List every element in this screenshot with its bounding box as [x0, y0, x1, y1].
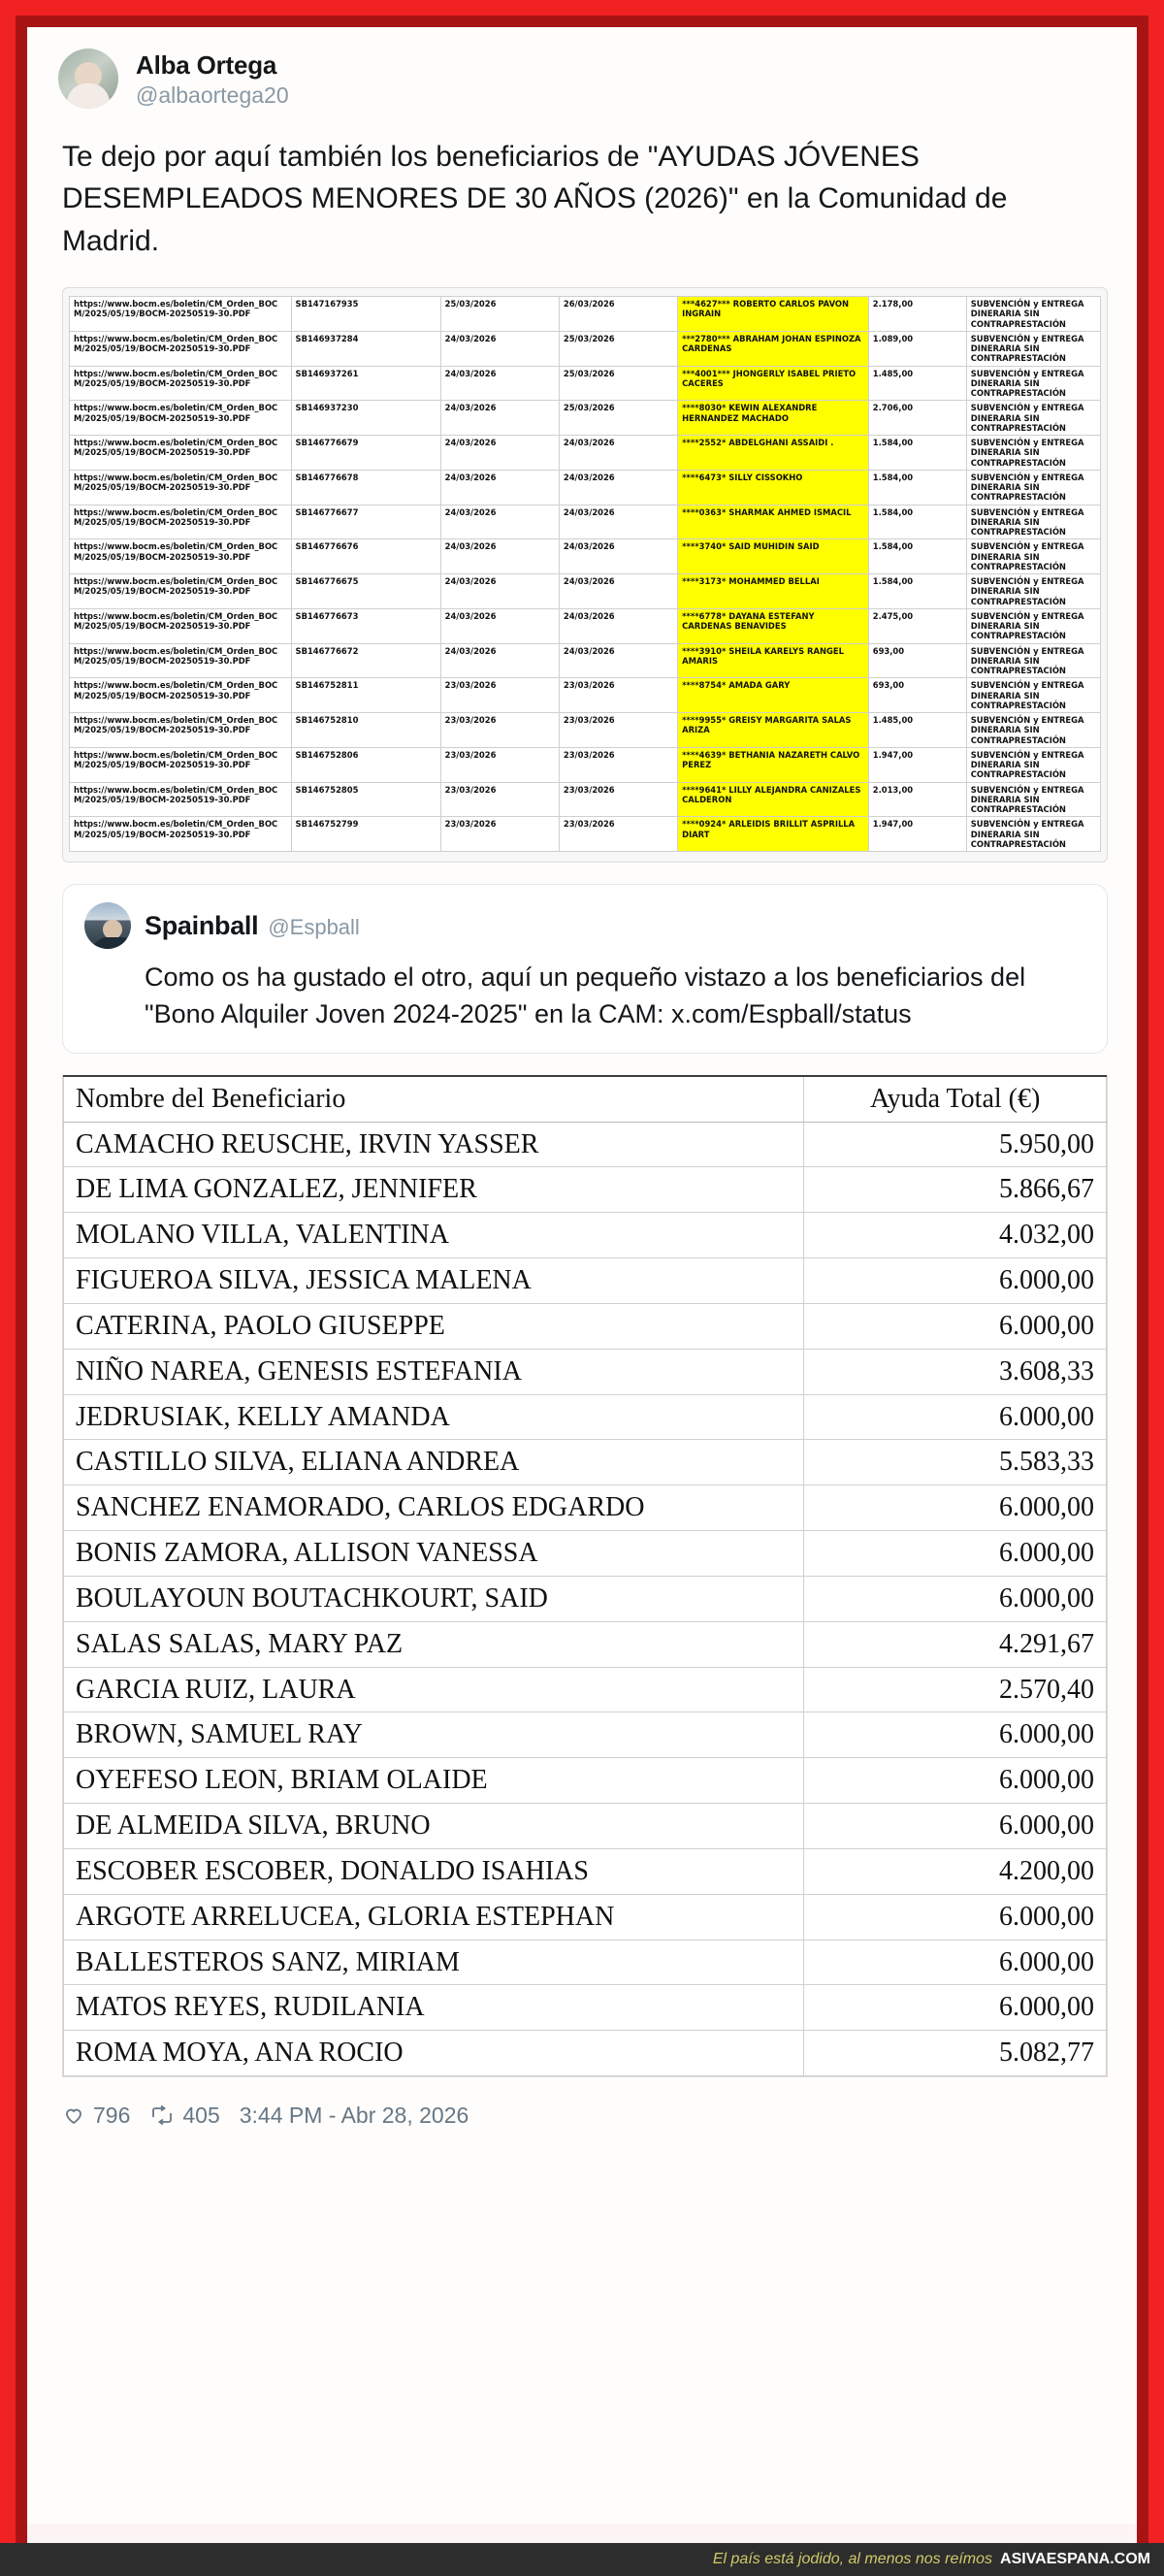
quoted-tweet-display-name[interactable]: Spainball	[145, 910, 259, 940]
bocm-document-row	[70, 436, 1101, 471]
bocm-cell-beneficiary: ***4001*** JHONGERLY ISABEL PRIETO CACERES	[678, 366, 869, 401]
bocm-document-row	[70, 574, 1101, 609]
beneficiary-amount-cell: 5.082,77	[804, 2031, 1107, 2076]
quoted-tweet-author-block	[145, 911, 360, 941]
beneficiary-name-cell: BALLESTEROS SANZ, MIRIAM	[64, 1940, 804, 1985]
beneficiary-name-cell: SALAS SALAS, MARY PAZ	[64, 1621, 804, 1667]
bocm-cell-beneficiary: ****3173* MOHAMMED BELLAI	[678, 574, 869, 609]
heart-icon	[62, 2103, 85, 2127]
beneficiary-name-cell: BROWN, SAMUEL RAY	[64, 1712, 804, 1758]
bocm-cell-date-2: 24/03/2026	[559, 436, 677, 471]
bocm-document-row	[70, 331, 1101, 366]
bocm-cell-date-2: 24/03/2026	[559, 608, 677, 643]
tweet-card	[27, 27, 1137, 2524]
bocm-cell-amount: 1.584,00	[868, 505, 966, 539]
bocm-cell-amount: 1.485,00	[868, 366, 966, 401]
beneficiary-amount-cell: 6.000,00	[804, 1985, 1107, 2031]
bocm-document-table	[69, 296, 1101, 852]
bocm-cell-type: SUBVENCIÓN y ENTREGA DINERARIA SIN CONTRAPRESTACIÓN	[966, 539, 1100, 574]
beneficiary-amount-cell: 5.583,33	[804, 1440, 1107, 1485]
main-tweet-display-name[interactable]: Alba Ortega	[136, 50, 277, 80]
beneficiaries-thead	[64, 1076, 1107, 1122]
bocm-cell-url: https://www.bocm.es/boletin/CM_Orden_BOCM/2025/05/19/BOCM-20250519-30.PDF	[70, 643, 292, 678]
beneficiary-name-cell: ESCOBER ESCOBER, DONALDO ISAHIAS	[64, 1848, 804, 1894]
bocm-cell-file-number: SB146776676	[291, 539, 440, 574]
bocm-document-row	[70, 817, 1101, 852]
table-row	[64, 1804, 1107, 1849]
beneficiary-name-cell: BONIS ZAMORA, ALLISON VANESSA	[64, 1531, 804, 1577]
beneficiaries-header-row	[64, 1076, 1107, 1122]
bocm-cell-file-number: SB146776678	[291, 470, 440, 505]
bocm-cell-beneficiary: ****9955* GREISY MARGARITA SALAS ARIZA	[678, 713, 869, 748]
quoted-tweet-handle[interactable]: @Espball	[268, 914, 360, 939]
bocm-cell-amount: 1.947,00	[868, 747, 966, 782]
table-row	[64, 1485, 1107, 1531]
bocm-cell-amount: 1.947,00	[868, 817, 966, 852]
bocm-cell-amount: 1.584,00	[868, 436, 966, 471]
bocm-cell-file-number: SB146937261	[291, 366, 440, 401]
bocm-cell-url: https://www.bocm.es/boletin/CM_Orden_BOCM/2025/05/19/BOCM-20250519-30.PDF	[70, 401, 292, 436]
beneficiary-name-cell: SANCHEZ ENAMORADO, CARLOS EDGARDO	[64, 1485, 804, 1531]
timestamp-label: 3:44 PM - Abr 28, 2026	[239, 2102, 469, 2128]
bocm-cell-date-2: 23/03/2026	[559, 747, 677, 782]
bocm-cell-date-1: 23/03/2026	[440, 747, 559, 782]
table-row	[64, 1758, 1107, 1804]
bocm-cell-url: https://www.bocm.es/boletin/CM_Orden_BOCM/2025/05/19/BOCM-20250519-30.PDF	[70, 366, 292, 401]
table-row	[64, 1531, 1107, 1577]
bocm-document-row	[70, 678, 1101, 713]
site-watermark-bar	[0, 2543, 1164, 2576]
tweet-timestamp	[240, 2103, 469, 2129]
bocm-cell-date-2: 23/03/2026	[559, 817, 677, 852]
bocm-cell-type: SUBVENCIÓN y ENTREGA DINERARIA SIN CONTRAPRESTACIÓN	[966, 331, 1100, 366]
bocm-cell-amount: 1.485,00	[868, 713, 966, 748]
bocm-cell-type: SUBVENCIÓN y ENTREGA DINERARIA SIN CONTRAPRESTACIÓN	[966, 436, 1100, 471]
beneficiary-name-cell: CATERINA, PAOLO GIUSEPPE	[64, 1303, 804, 1349]
bocm-cell-date-2: 24/03/2026	[559, 470, 677, 505]
quoted-tweet-text: Como os ha gustado el otro, aquí un pequeño vistazo a los beneficiarios del "Bono Alquiler Joven 2024-2025" en la CAM: x.com/Espball/status	[145, 962, 1026, 1029]
bocm-cell-type: SUBVENCIÓN y ENTREGA DINERARIA SIN CONTRAPRESTACIÓN	[966, 817, 1100, 852]
bocm-cell-type: SUBVENCIÓN y ENTREGA DINERARIA SIN CONTRAPRESTACIÓN	[966, 643, 1100, 678]
bocm-cell-type: SUBVENCIÓN y ENTREGA DINERARIA SIN CONTRAPRESTACIÓN	[966, 713, 1100, 748]
bocm-cell-type: SUBVENCIÓN y ENTREGA DINERARIA SIN CONTRAPRESTACIÓN	[966, 297, 1100, 332]
retweet-icon	[149, 2104, 175, 2126]
bocm-cell-beneficiary: ****0363* SHARMAK AHMED ISMACIL	[678, 505, 869, 539]
table-row	[64, 1440, 1107, 1485]
bocm-cell-url: https://www.bocm.es/boletin/CM_Orden_BOCM/2025/05/19/BOCM-20250519-30.PDF	[70, 713, 292, 748]
bocm-cell-type: SUBVENCIÓN y ENTREGA DINERARIA SIN CONTRAPRESTACIÓN	[966, 747, 1100, 782]
bocm-cell-date-1: 24/03/2026	[440, 366, 559, 401]
bocm-cell-date-1: 24/03/2026	[440, 470, 559, 505]
bocm-cell-date-2: 25/03/2026	[559, 401, 677, 436]
bocm-cell-beneficiary: ***4627*** ROBERTO CARLOS PAVON INGRAIN	[678, 297, 869, 332]
bocm-cell-beneficiary: ****6778* DAYANA ESTEFANY CARDENAS BENAVIDES	[678, 608, 869, 643]
bocm-cell-url: https://www.bocm.es/boletin/CM_Orden_BOCM/2025/05/19/BOCM-20250519-30.PDF	[70, 678, 292, 713]
bocm-cell-date-1: 23/03/2026	[440, 782, 559, 817]
bocm-cell-file-number: SB146752810	[291, 713, 440, 748]
watermark-slogan: El país está jodido, al menos nos reímos	[712, 2551, 993, 2567]
bocm-document-row	[70, 782, 1101, 817]
table-row	[64, 1167, 1107, 1213]
table-row	[64, 1712, 1107, 1758]
bocm-cell-type: SUBVENCIÓN y ENTREGA DINERARIA SIN CONTRAPRESTACIÓN	[966, 470, 1100, 505]
bocm-cell-date-1: 24/03/2026	[440, 608, 559, 643]
bocm-document-row	[70, 713, 1101, 748]
table-row	[64, 1621, 1107, 1667]
table-row	[64, 1894, 1107, 1940]
table-row	[64, 1394, 1107, 1440]
beneficiary-amount-cell: 6.000,00	[804, 1894, 1107, 1940]
bocm-cell-url: https://www.bocm.es/boletin/CM_Orden_BOCM/2025/05/19/BOCM-20250519-30.PDF	[70, 747, 292, 782]
table-row	[64, 1303, 1107, 1349]
bocm-cell-date-2: 25/03/2026	[559, 331, 677, 366]
table-row	[64, 1576, 1107, 1621]
bocm-cell-beneficiary: ****3740* SAID MUHIDIN SAID	[678, 539, 869, 574]
bocm-cell-date-1: 24/03/2026	[440, 436, 559, 471]
beneficiary-amount-cell: 4.291,67	[804, 1621, 1107, 1667]
retweet-count: 405	[182, 2102, 220, 2128]
bocm-cell-amount: 2.706,00	[868, 401, 966, 436]
bocm-cell-date-1: 23/03/2026	[440, 713, 559, 748]
table-row	[64, 1940, 1107, 1985]
bocm-cell-date-1: 24/03/2026	[440, 539, 559, 574]
bocm-cell-amount: 1.089,00	[868, 331, 966, 366]
beneficiary-amount-cell: 6.000,00	[804, 1531, 1107, 1577]
bocm-cell-date-1: 25/03/2026	[440, 297, 559, 332]
main-tweet-header	[27, 27, 1137, 111]
quoted-tweet[interactable]	[62, 884, 1108, 1054]
bocm-cell-url: https://www.bocm.es/boletin/CM_Orden_BOCM/2025/05/19/BOCM-20250519-30.PDF	[70, 539, 292, 574]
bocm-cell-type: SUBVENCIÓN y ENTREGA DINERARIA SIN CONTRAPRESTACIÓN	[966, 678, 1100, 713]
bocm-cell-amount: 1.584,00	[868, 574, 966, 609]
bocm-cell-amount: 693,00	[868, 643, 966, 678]
bocm-cell-beneficiary: ****9641* LILLY ALEJANDRA CANIZALES CALDERON	[678, 782, 869, 817]
beneficiaries-header-name: Nombre del Beneficiario	[64, 1076, 804, 1122]
bocm-cell-beneficiary: ****2552* ABDELGHANI ASSAIDI .	[678, 436, 869, 471]
bocm-document-row	[70, 608, 1101, 643]
bocm-cell-url: https://www.bocm.es/boletin/CM_Orden_BOCM/2025/05/19/BOCM-20250519-30.PDF	[70, 297, 292, 332]
bocm-cell-beneficiary: ***2780*** ABRAHAM JOHAN ESPINOZA CARDENAS	[678, 331, 869, 366]
bocm-cell-date-1: 24/03/2026	[440, 505, 559, 539]
bocm-cell-date-2: 25/03/2026	[559, 366, 677, 401]
table-row	[64, 1258, 1107, 1304]
bocm-document-row	[70, 539, 1101, 574]
watermark-site: ASIVAESPANA.COM	[1000, 2551, 1150, 2567]
beneficiary-amount-cell: 2.570,40	[804, 1667, 1107, 1712]
tweet-stats	[27, 2077, 1137, 2154]
beneficiary-name-cell: DE ALMEIDA SILVA, BRUNO	[64, 1804, 804, 1849]
bocm-cell-amount: 1.584,00	[868, 470, 966, 505]
bocm-cell-file-number: SB146776672	[291, 643, 440, 678]
beneficiary-amount-cell: 6.000,00	[804, 1712, 1107, 1758]
bocm-cell-date-2: 23/03/2026	[559, 713, 677, 748]
bocm-cell-date-1: 24/03/2026	[440, 401, 559, 436]
bocm-cell-amount: 2.178,00	[868, 297, 966, 332]
bocm-cell-type: SUBVENCIÓN y ENTREGA DINERARIA SIN CONTRAPRESTACIÓN	[966, 608, 1100, 643]
bocm-document-row	[70, 401, 1101, 436]
alba-ortega-avatar[interactable]	[58, 49, 118, 109]
table-row	[64, 1848, 1107, 1894]
bocm-cell-url: https://www.bocm.es/boletin/CM_Orden_BOCM/2025/05/19/BOCM-20250519-30.PDF	[70, 817, 292, 852]
bocm-document-row	[70, 643, 1101, 678]
bocm-document-row	[70, 470, 1101, 505]
bocm-cell-beneficiary: ****0924* ARLEIDIS BRILLIT ASPRILLA DIART	[678, 817, 869, 852]
main-tweet-handle[interactable]: @albaortega20	[136, 82, 289, 108]
bocm-document-row	[70, 366, 1101, 401]
bocm-cell-date-2: 24/03/2026	[559, 574, 677, 609]
bocm-cell-beneficiary: ****8030* KEWIN ALEXANDRE HERNANDEZ MACHADO	[678, 401, 869, 436]
bocm-cell-date-1: 23/03/2026	[440, 817, 559, 852]
beneficiary-amount-cell: 5.950,00	[804, 1122, 1107, 1167]
bocm-cell-file-number: SB147167935	[291, 297, 440, 332]
bocm-cell-file-number: SB146937230	[291, 401, 440, 436]
beneficiary-name-cell: MOLANO VILLA, VALENTINA	[64, 1213, 804, 1258]
beneficiary-amount-cell: 4.032,00	[804, 1213, 1107, 1258]
bocm-cell-url: https://www.bocm.es/boletin/CM_Orden_BOCM/2025/05/19/BOCM-20250519-30.PDF	[70, 608, 292, 643]
bocm-document-row	[70, 505, 1101, 539]
bocm-cell-file-number: SB146776673	[291, 608, 440, 643]
bocm-cell-url: https://www.bocm.es/boletin/CM_Orden_BOCM/2025/05/19/BOCM-20250519-30.PDF	[70, 470, 292, 505]
beneficiary-amount-cell: 6.000,00	[804, 1576, 1107, 1621]
beneficiary-amount-cell: 6.000,00	[804, 1758, 1107, 1804]
bocm-cell-date-1: 24/03/2026	[440, 574, 559, 609]
beneficiary-amount-cell: 6.000,00	[804, 1804, 1107, 1849]
beneficiary-amount-cell: 3.608,33	[804, 1349, 1107, 1394]
beneficiary-amount-cell: 6.000,00	[804, 1940, 1107, 1985]
bocm-cell-beneficiary: ****4639* BETHANIA NAZARETH CALVO PEREZ	[678, 747, 869, 782]
beneficiary-name-cell: JEDRUSIAK, KELLY AMANDA	[64, 1394, 804, 1440]
table-row	[64, 1667, 1107, 1712]
beneficiary-name-cell: ARGOTE ARRELUCEA, GLORIA ESTEPHAN	[64, 1894, 804, 1940]
main-tweet-author-block	[136, 49, 289, 111]
bocm-cell-beneficiary: ****6473* SILLY CISSOKHO	[678, 470, 869, 505]
beneficiary-name-cell: CAMACHO REUSCHE, IRVIN YASSER	[64, 1122, 804, 1167]
bocm-cell-type: SUBVENCIÓN y ENTREGA DINERARIA SIN CONTRAPRESTACIÓN	[966, 574, 1100, 609]
like-count: 796	[93, 2102, 131, 2128]
beneficiary-name-cell: DE LIMA GONZALEZ, JENNIFER	[64, 1167, 804, 1213]
bocm-cell-file-number: SB146752811	[291, 678, 440, 713]
beneficiary-amount-cell: 5.866,67	[804, 1167, 1107, 1213]
spainball-avatar[interactable]	[84, 902, 131, 949]
bocm-document-row	[70, 297, 1101, 332]
bocm-cell-url: https://www.bocm.es/boletin/CM_Orden_BOCM/2025/05/19/BOCM-20250519-30.PDF	[70, 505, 292, 539]
table-row	[64, 1349, 1107, 1394]
beneficiaries-table-wrap	[62, 1075, 1108, 2077]
bocm-cell-date-1: 24/03/2026	[440, 643, 559, 678]
beneficiary-amount-cell: 6.000,00	[804, 1303, 1107, 1349]
bocm-cell-type: SUBVENCIÓN y ENTREGA DINERARIA SIN CONTRAPRESTACIÓN	[966, 505, 1100, 539]
bocm-cell-beneficiary: ****3910* SHEILA KARELYS RANGEL AMARIS	[678, 643, 869, 678]
bocm-cell-date-2: 24/03/2026	[559, 539, 677, 574]
bocm-cell-url: https://www.bocm.es/boletin/CM_Orden_BOCM/2025/05/19/BOCM-20250519-30.PDF	[70, 574, 292, 609]
beneficiary-name-cell: NIÑO NAREA, GENESIS ESTEFANIA	[64, 1349, 804, 1394]
table-row	[64, 1213, 1107, 1258]
bocm-cell-amount: 2.475,00	[868, 608, 966, 643]
beneficiaries-header-amount: Ayuda Total (€)	[804, 1076, 1107, 1122]
beneficiary-name-cell: FIGUEROA SILVA, JESSICA MALENA	[64, 1258, 804, 1304]
bocm-cell-date-2: 23/03/2026	[559, 678, 677, 713]
bocm-cell-date-2: 23/03/2026	[559, 782, 677, 817]
beneficiary-amount-cell: 6.000,00	[804, 1258, 1107, 1304]
beneficiaries-table	[63, 1075, 1107, 2076]
bocm-cell-file-number: SB146937284	[291, 331, 440, 366]
bocm-cell-file-number: SB146752799	[291, 817, 440, 852]
beneficiary-amount-cell: 6.000,00	[804, 1485, 1107, 1531]
quoted-tweet-header	[84, 902, 1085, 949]
beneficiary-amount-cell: 6.000,00	[804, 1394, 1107, 1440]
bocm-cell-file-number: SB146776677	[291, 505, 440, 539]
table-row	[64, 2031, 1107, 2076]
beneficiary-name-cell: CASTILLO SILVA, ELIANA ANDREA	[64, 1440, 804, 1485]
bocm-cell-type: SUBVENCIÓN y ENTREGA DINERARIA SIN CONTRAPRESTACIÓN	[966, 401, 1100, 436]
main-tweet-text: Te dejo por aquí también los beneficiarios de "AYUDAS JÓVENES DESEMPLEADOS MENORES DE 30 AÑOS (2026)" en la Comunidad de Madrid.	[62, 140, 1008, 257]
retweet-stat[interactable]	[149, 2103, 219, 2129]
beneficiary-name-cell: MATOS REYES, RUDILANIA	[64, 1985, 804, 2031]
bocm-document-row	[70, 747, 1101, 782]
like-stat[interactable]	[62, 2103, 130, 2129]
bocm-document-tbody	[70, 297, 1101, 852]
bocm-cell-file-number: SB146776679	[291, 436, 440, 471]
beneficiary-amount-cell: 4.200,00	[804, 1848, 1107, 1894]
beneficiary-name-cell: ROMA MOYA, ANA ROCIO	[64, 2031, 804, 2076]
bocm-cell-beneficiary: ****8754* AMADA GARY	[678, 678, 869, 713]
beneficiaries-tbody	[64, 1122, 1107, 2075]
bocm-document-image[interactable]	[62, 287, 1108, 863]
bocm-cell-url: https://www.bocm.es/boletin/CM_Orden_BOCM/2025/05/19/BOCM-20250519-30.PDF	[70, 436, 292, 471]
bocm-cell-file-number: SB146752805	[291, 782, 440, 817]
bocm-cell-file-number: SB146776675	[291, 574, 440, 609]
bocm-cell-date-1: 24/03/2026	[440, 331, 559, 366]
beneficiary-name-cell: BOULAYOUN BOUTACHKOURT, SAID	[64, 1576, 804, 1621]
bocm-cell-type: SUBVENCIÓN y ENTREGA DINERARIA SIN CONTRAPRESTACIÓN	[966, 782, 1100, 817]
bocm-cell-type: SUBVENCIÓN y ENTREGA DINERARIA SIN CONTRAPRESTACIÓN	[966, 366, 1100, 401]
bocm-cell-date-2: 24/03/2026	[559, 643, 677, 678]
bocm-cell-amount: 693,00	[868, 678, 966, 713]
bocm-cell-file-number: SB146752806	[291, 747, 440, 782]
table-row	[64, 1122, 1107, 1167]
beneficiary-name-cell: OYEFESO LEON, BRIAM OLAIDE	[64, 1758, 804, 1804]
bocm-cell-date-2: 26/03/2026	[559, 297, 677, 332]
table-row	[64, 1985, 1107, 2031]
bocm-cell-url: https://www.bocm.es/boletin/CM_Orden_BOCM/2025/05/19/BOCM-20250519-30.PDF	[70, 331, 292, 366]
beneficiary-name-cell: GARCIA RUIZ, LAURA	[64, 1667, 804, 1712]
bocm-cell-amount: 2.013,00	[868, 782, 966, 817]
bocm-cell-amount: 1.584,00	[868, 539, 966, 574]
bocm-cell-date-1: 23/03/2026	[440, 678, 559, 713]
bocm-cell-date-2: 24/03/2026	[559, 505, 677, 539]
bocm-cell-url: https://www.bocm.es/boletin/CM_Orden_BOCM/2025/05/19/BOCM-20250519-30.PDF	[70, 782, 292, 817]
